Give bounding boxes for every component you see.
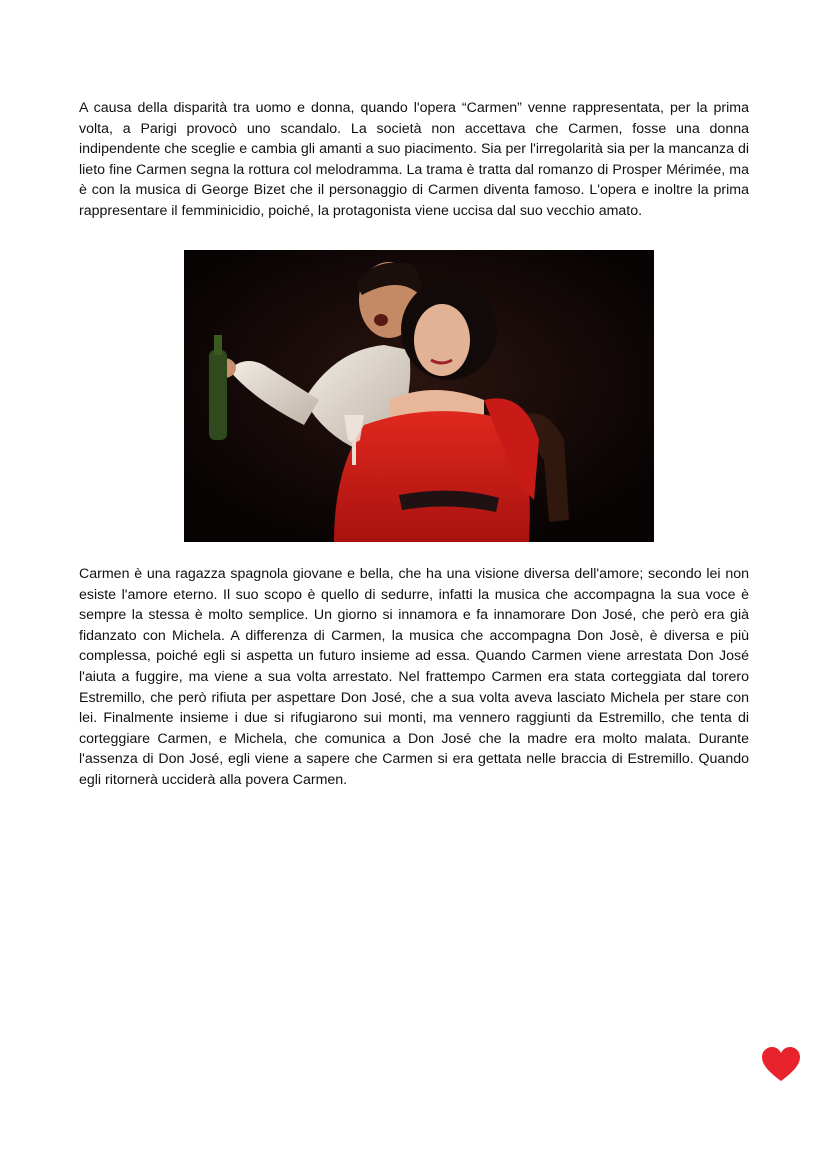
paragraph-plot: Carmen è una ragazza spagnola giovane e bella, che ha una visione diversa dell'amore; secondo lei non esiste l'amore eterno. Il suo scopo è quello di sedurre, infatti la musica che accompagna la sua voce è sempre la stessa è molto semplice. Un giorno si innamora e fa innamorare Don José, che però era già fidanzato con Michela. A differenza di Carmen, la musica che accompagna Don Josè, è diversa e più complessa, poiché egli si aspetta un futuro insieme ad essa. Quando Carmen viene arrestata Don José l'aiuta a fuggire, ma viene a sua volta arrestato. Nel frattempo Carmen era stata corteggiata dal torero Estremillo, che però rifiuta per aspettare Don José, che a sua volta aveva lasciato Michela per stare con lei. Finalmente insieme i due si rifugiarono sui monti, ma vennero raggiunti da Estremillo, che tenta di corteggiare Carmen, e Michela, che comunica a Don José che la madre era molto malata. Durante l'assenza di Don José, egli viene a sapere che Carmen si era gettata nelle braccia di Estremillo. Quando egli ritornerà ucciderà alla povera Carmen.: [79, 566, 749, 788]
paragraph-intro: A causa della disparità tra uomo e donna, quando l'opera “Carmen” venne rappresentata, per la prima volta, a Parigi provocò uno scandalo. La società non accettava che Carmen, fosse una donna indipendente che sceglie e cambia gli amanti a suo piacimento. Sia per l'irregolarità sia per la mancanza di lieto fine Carmen segna la rottura col melodramma. La trama è tratta dal romanzo di Prosper Mérimée, ma è con la musica di George Bizet che il personaggio di Carmen diventa famoso. L'opera e inoltre la prima rappresentare il femminicidio, poiché, la protagonista viene uccisa dal suo vecchio amato.: [79, 100, 749, 219]
opera-stage-photo: [184, 250, 654, 542]
heart-icon: [761, 1046, 801, 1082]
